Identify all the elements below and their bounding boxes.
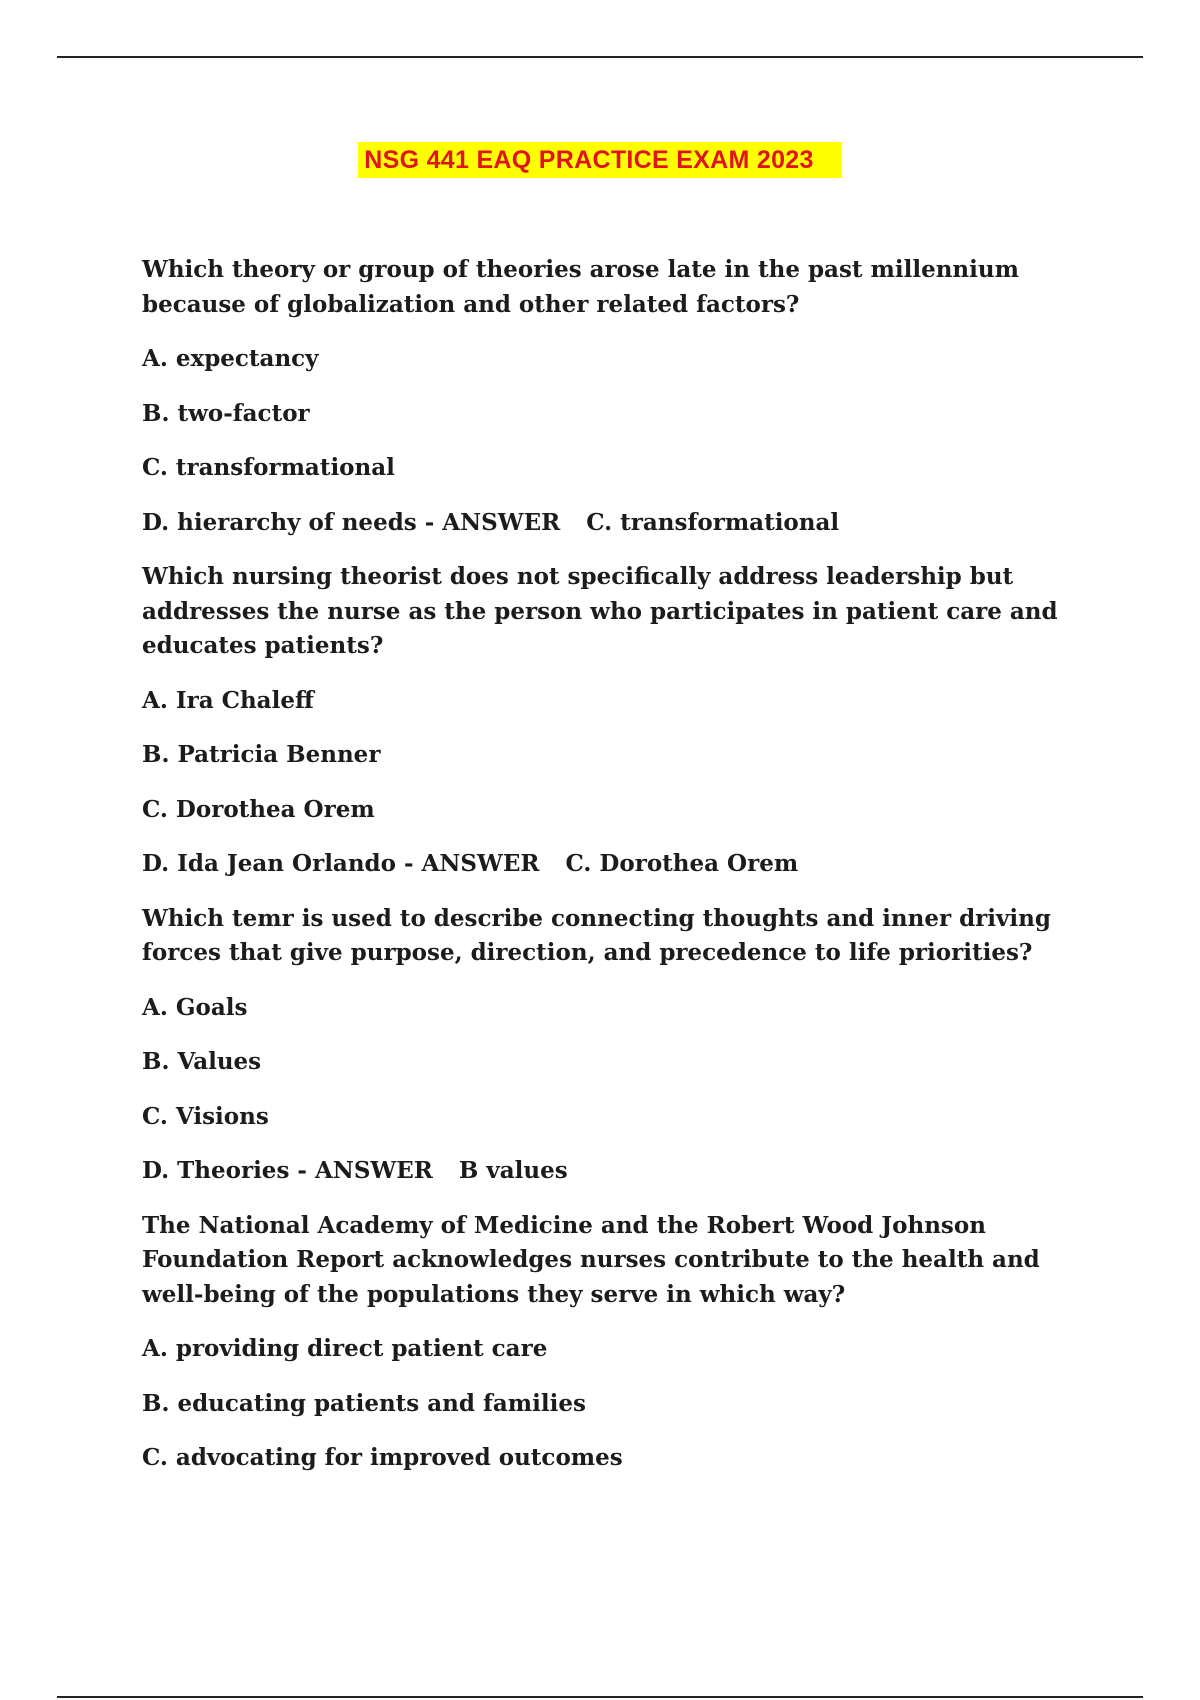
q3-option-b: B. Values: [142, 1048, 262, 1075]
q1-option-c: C. transformational: [142, 454, 395, 481]
q2-option-c: C. Dorothea Orem: [142, 795, 375, 823]
q1-option-d: D. hierarchy of needs - ANSWER: [142, 508, 561, 536]
document-title: NSG 441 EAQ PRACTICE EXAM 2023: [358, 142, 841, 178]
q4-option-a: A. providing direct patient care: [142, 1335, 548, 1362]
bottom-rule: [57, 1696, 1143, 1698]
q2-option-d: D. Ida Jean Orlando - ANSWER: [142, 850, 540, 877]
q3-option-d: D. Theories - ANSWER: [142, 1157, 433, 1184]
exam-content: [142, 253, 1082, 1496]
title-container: [0, 142, 1200, 178]
q3-option-d-line: [142, 1154, 1082, 1189]
q2-option-d-line: [142, 847, 1082, 882]
question-2: Which nursing theorist does not specifically address leadership but addresses the nurse as the person who participates in patient care and educates patients?: [142, 563, 1058, 659]
q1-option-a: A. expectancy: [142, 345, 319, 372]
q1-answer: C. transformational: [586, 508, 840, 536]
question-3: Which temr is used to describe connecting thoughts and inner driving forces that give purpose, direction, and precedence to life priorities?: [142, 904, 1051, 966]
q3-option-c: C. Visions: [142, 1102, 269, 1130]
q1-option-b: B. two-factor: [142, 399, 310, 427]
question-4: The National Academy of Medicine and the Robert Wood Johnson Foundation Report acknowledges nurses contribute to the health and well-being of the populations they serve in which way?: [142, 1211, 1040, 1308]
q4-option-c: C. advocating for improved outcomes: [142, 1444, 623, 1471]
q3-answer: B values: [458, 1157, 568, 1184]
question-1: Which theory or group of theories arose late in the past millennium because of globalization and other related factors?: [142, 256, 1019, 318]
top-rule: [57, 56, 1143, 58]
q2-option-b: B. Patricia Benner: [142, 741, 381, 768]
q2-answer: C. Dorothea Orem: [565, 850, 799, 877]
q3-option-a: A. Goals: [142, 993, 248, 1021]
q4-option-b: B. educating patients and families: [142, 1389, 586, 1417]
q2-option-a: A. Ira Chaleff: [142, 686, 314, 714]
q1-option-d-line: [142, 506, 1082, 541]
